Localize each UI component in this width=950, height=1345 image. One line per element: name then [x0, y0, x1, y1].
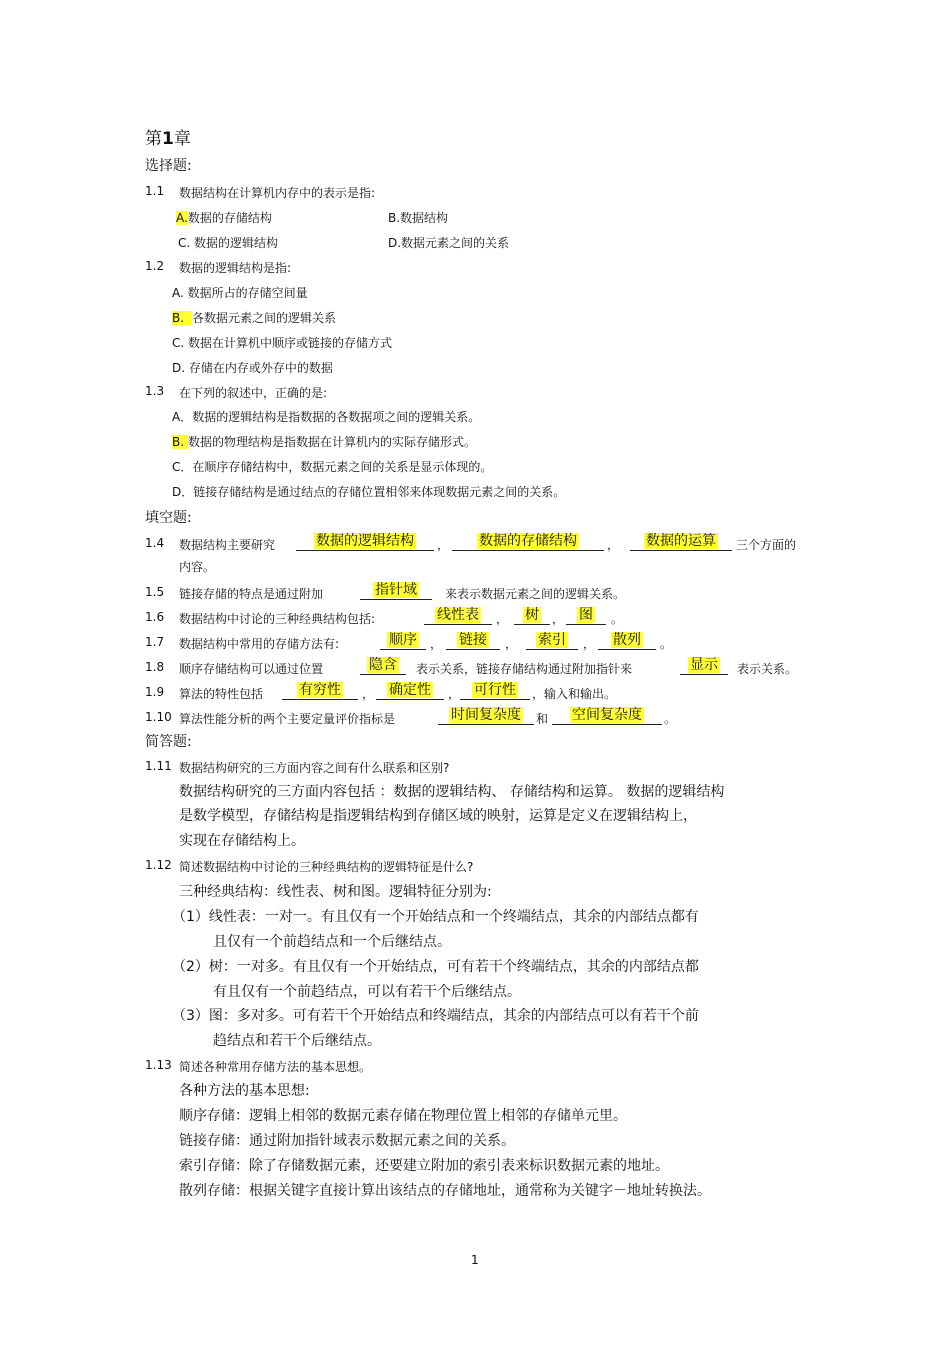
- question-text: 链接存储的特点是通过附加: [179, 587, 324, 601]
- fill-blank: 数据的存储结构: [452, 532, 604, 551]
- fill-blank: 确定性: [376, 681, 444, 700]
- question-text: 内容。: [179, 560, 216, 574]
- fill-blank: 索引: [526, 631, 578, 650]
- answer-highlight: B.: [172, 435, 188, 449]
- question-text: ，输入和输出。: [532, 687, 617, 701]
- question-number: 1.8: [145, 660, 165, 674]
- question-text: 算法性能分析的两个主要定量评价指标是: [179, 712, 396, 726]
- fill-blank: 数据的运算: [630, 532, 732, 551]
- answer-item: （2）树：一对多。有且仅有一个开始结点，可有若干个终端结点，其余的内部结点都: [172, 959, 699, 975]
- section-short-heading: 简答题:: [145, 734, 192, 750]
- option-b: B. 各数据元素之间的逻辑关系: [172, 311, 337, 325]
- fill-blank: 链接: [446, 631, 500, 650]
- period: 。: [664, 712, 677, 726]
- answer-highlight: B.: [172, 311, 192, 325]
- answer-highlight: A.: [176, 211, 188, 225]
- option-c: C. 数据的逻辑结构: [178, 236, 279, 250]
- answer-item: （3）图：多对多。可有若干个开始结点和终端结点，其余的内部结点可以有若干个前: [172, 1008, 699, 1024]
- answer-line: 链接存储：通过附加指针域表示数据元素之间的关系。: [179, 1133, 515, 1149]
- fill-blank: 空间复杂度: [552, 706, 662, 725]
- section-fill-heading: 填空题:: [145, 510, 192, 526]
- answer-item: （1）线性表：一对一。有且仅有一个开始结点和一个终端结点，其余的内部结点都有: [172, 909, 699, 925]
- question-text: 表示关系。: [737, 662, 798, 676]
- answer-line: 数据结构研究的三方面内容包括 ：数据的逻辑结构、 存储结构和运算。 数据的逻辑结构: [179, 784, 725, 800]
- question-number: 1.13: [145, 1058, 172, 1072]
- separator: ，: [505, 637, 518, 651]
- separator: ，: [448, 687, 461, 701]
- period: 。: [611, 612, 624, 626]
- option-b: B. 数据的物理结构是指数据在计算机内的实际存储形式。: [172, 435, 477, 449]
- question-number: 1.10: [145, 710, 172, 724]
- question-text: 数据结构在计算机内存中的表示是指:: [179, 186, 376, 200]
- question-number: 1.12: [145, 858, 172, 872]
- question-number: 1.7: [145, 635, 165, 649]
- fill-blank: 线性表: [424, 606, 492, 625]
- question-number: 1.6: [145, 610, 165, 624]
- question-text: 数据结构中讨论的三种经典结构包括:: [179, 612, 376, 626]
- question-text: 来表示数据元素之间的逻辑关系。: [445, 587, 626, 601]
- fill-blank: 可行性: [460, 681, 530, 700]
- question-text: 简述数据结构中讨论的三种经典结构的逻辑特征是什么?: [179, 860, 474, 874]
- option-b: B.数据结构: [388, 211, 449, 225]
- option-a: A．数据的逻辑结构是指数据的各数据项之间的逻辑关系。: [172, 410, 481, 424]
- separator: ，: [437, 538, 450, 552]
- answer-item-cont: 趋结点和若干个后继结点。: [213, 1033, 381, 1049]
- question-number: 1.5: [145, 585, 165, 599]
- question-text: 数据结构主要研究: [179, 538, 276, 552]
- fill-blank: 隐含: [360, 656, 406, 675]
- question-number: 1.2: [145, 259, 165, 273]
- page-number: 1: [471, 1253, 479, 1267]
- separator: ，: [583, 637, 596, 651]
- separator: ，: [607, 538, 620, 552]
- question-number: 1.4: [145, 536, 165, 550]
- answer-line: 是数学模型，存储结构是指逻辑结构到存储区域的映射，运算是定义在逻辑结构上，: [179, 808, 697, 824]
- answer-line: 各种方法的基本思想:: [179, 1083, 310, 1099]
- fill-blank: 数据的逻辑结构: [296, 532, 434, 551]
- answer-item-cont: 且仅有一个前趋结点和一个后继结点。: [213, 934, 451, 950]
- option-d: D.数据元素之间的关系: [388, 236, 510, 250]
- fill-blank: 有穷性: [282, 681, 358, 700]
- answer-item-cont: 有且仅有一个前趋结点，可以有若干个后继结点。: [213, 984, 521, 1000]
- question-text: 顺序存储结构可以通过位置: [179, 662, 324, 676]
- fill-blank: 散列: [598, 631, 656, 650]
- answer-line: 顺序存储：逻辑上相邻的数据元素存储在物理位置上相邻的存储单元里。: [179, 1108, 627, 1124]
- fill-blank: 图: [566, 606, 606, 625]
- question-text: 数据结构研究的三方面内容之间有什么联系和区别?: [179, 761, 450, 775]
- option-d: D. 存储在内存或外存中的数据: [172, 361, 333, 375]
- option-d: D．链接存储结构是通过结点的存储位置相邻来体现数据元素之间的关系。: [172, 485, 566, 499]
- option-c: C．在顺序存储结构中，数据元素之间的关系是显示体现的。: [172, 460, 493, 474]
- separator: ，: [496, 612, 509, 626]
- fill-blank: 顺序: [380, 631, 426, 650]
- question-text: 算法的特性包括: [179, 687, 264, 701]
- question-text: 三个方面的: [736, 538, 797, 552]
- fill-blank: 时间复杂度: [438, 706, 534, 725]
- chapter-title: 第1章: [145, 129, 191, 149]
- answer-line: 索引存储：除了存储数据元素，还要建立附加的索引表来标识数据元素的地址。: [179, 1158, 669, 1174]
- question-number: 1.9: [145, 685, 165, 699]
- separator: ，: [430, 637, 443, 651]
- question-text: 数据结构中常用的存储方法有:: [179, 637, 340, 651]
- answer-line: 散列存储：根据关键字直接计算出该结点的存储地址，通常称为关键字－地址转换法。: [179, 1183, 711, 1199]
- question-number: 1.3: [145, 384, 165, 398]
- question-number: 1.11: [145, 759, 172, 773]
- question-text: 和: [536, 712, 549, 726]
- answer-line: 三种经典结构：线性表、树和图。逻辑特征分别为:: [179, 884, 492, 900]
- separator: ，: [362, 687, 375, 701]
- fill-blank: 树: [514, 606, 550, 625]
- option-a: A.数据的存储结构: [176, 211, 272, 225]
- question-text: 数据的逻辑结构是指:: [179, 261, 292, 275]
- question-text: 在下列的叙述中，正确的是:: [179, 386, 328, 400]
- question-text: 表示关系，链接存储结构通过附加指针来: [416, 662, 633, 676]
- fill-blank: 显示: [680, 656, 728, 675]
- fill-blank: 指针域: [360, 581, 432, 600]
- option-a: A. 数据所占的存储空间量: [172, 286, 308, 300]
- option-c: C. 数据在计算机中顺序或链接的存储方式: [172, 336, 393, 350]
- period: 。: [660, 637, 673, 651]
- question-number: 1.1: [145, 184, 165, 198]
- answer-line: 实现在存储结构上。: [179, 833, 305, 849]
- question-text: 简述各种常用存储方法的基本思想。: [179, 1060, 372, 1074]
- separator: ，: [552, 612, 565, 626]
- section-choice-heading: 选择题:: [145, 158, 192, 174]
